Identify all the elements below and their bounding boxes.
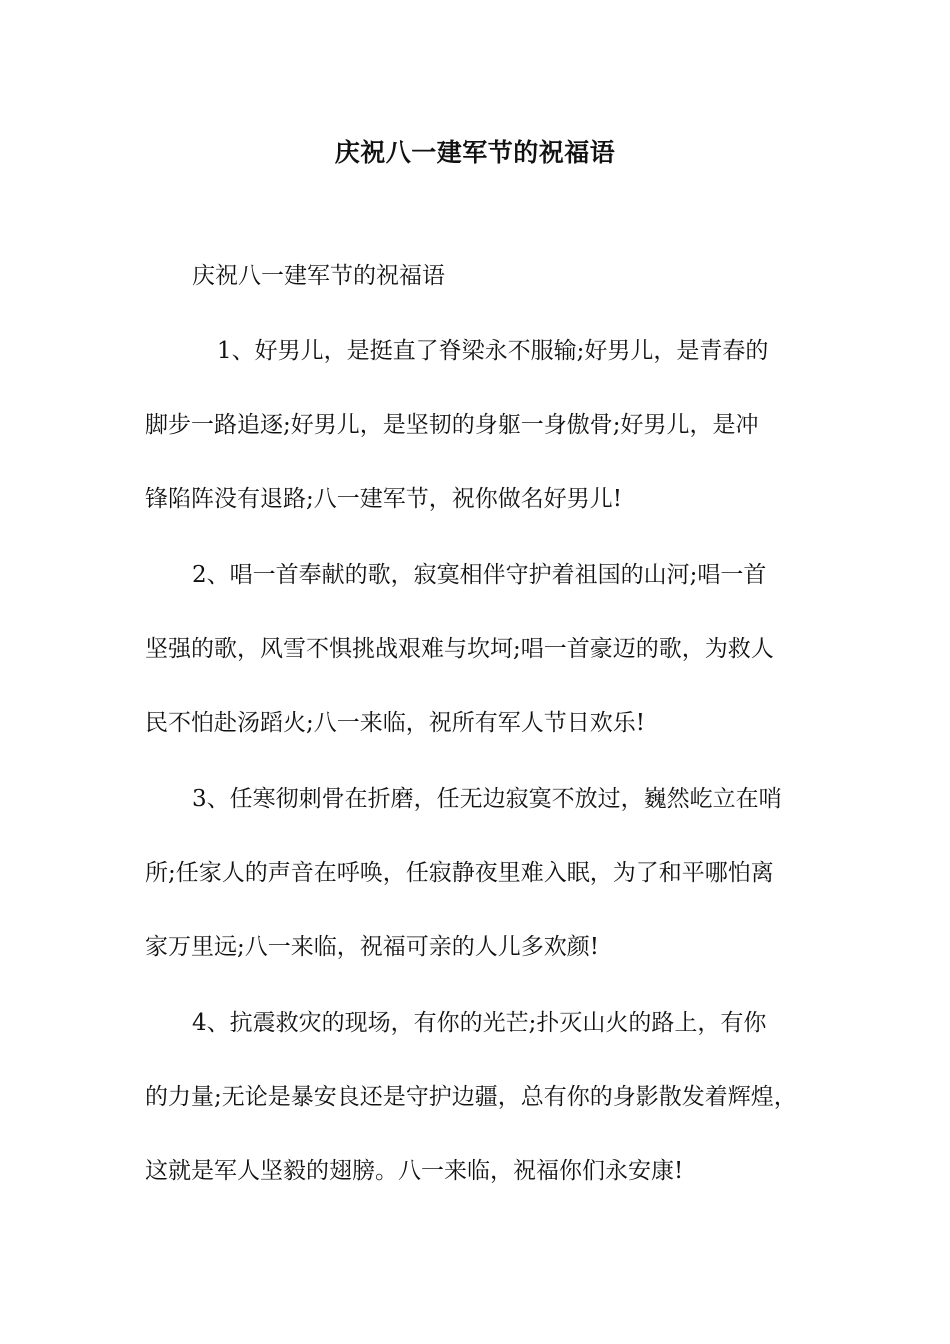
paragraph-line: 的力量;无论是暴安良还是守护边疆，总有你的身影散发着辉煌， xyxy=(145,1084,797,1110)
paragraph-line: 坚强的歌，风雪不惧挑战艰难与坎坷;唱一首豪迈的歌，为救人 xyxy=(145,636,774,662)
paragraph-line: 这就是军人坚毅的翅膀。八一来临，祝福你们永安康! xyxy=(145,1158,684,1184)
document-subtitle: 庆祝八一建军节的祝福语 xyxy=(192,263,445,289)
paragraph-line: 1、好男儿，是挺直了脊梁永不服输;好男儿，是青春的 xyxy=(217,338,769,364)
paragraph-line: 民不怕赴汤蹈火;八一来临，祝所有军人节日欢乐! xyxy=(145,710,645,736)
paragraph-line: 家万里远;八一来临，祝福可亲的人儿多欢颜! xyxy=(145,934,599,960)
paragraph-line: 所;任家人的声音在呼唤，任寂静夜里难入眠，为了和平哪怕离 xyxy=(145,860,774,886)
paragraph-line: 3、任寒彻刺骨在折磨，任无边寂寞不放过，巍然屹立在哨 xyxy=(192,786,782,812)
paragraph-line: 2、唱一首奉献的歌，寂寞相伴守护着祖国的山河;唱一首 xyxy=(192,562,767,588)
paragraph-line: 锋陷阵没有退路;八一建军节，祝你做名好男儿! xyxy=(145,486,622,512)
paragraph-line: 脚步一路追逐;好男儿，是坚韧的身躯一身傲骨;好男儿，是冲 xyxy=(145,412,759,438)
paragraph-line: 4、抗震救灾的现场，有你的光芒;扑灭山火的路上，有你 xyxy=(192,1010,767,1036)
document-title: 庆祝八一建军节的祝福语 xyxy=(334,138,616,167)
